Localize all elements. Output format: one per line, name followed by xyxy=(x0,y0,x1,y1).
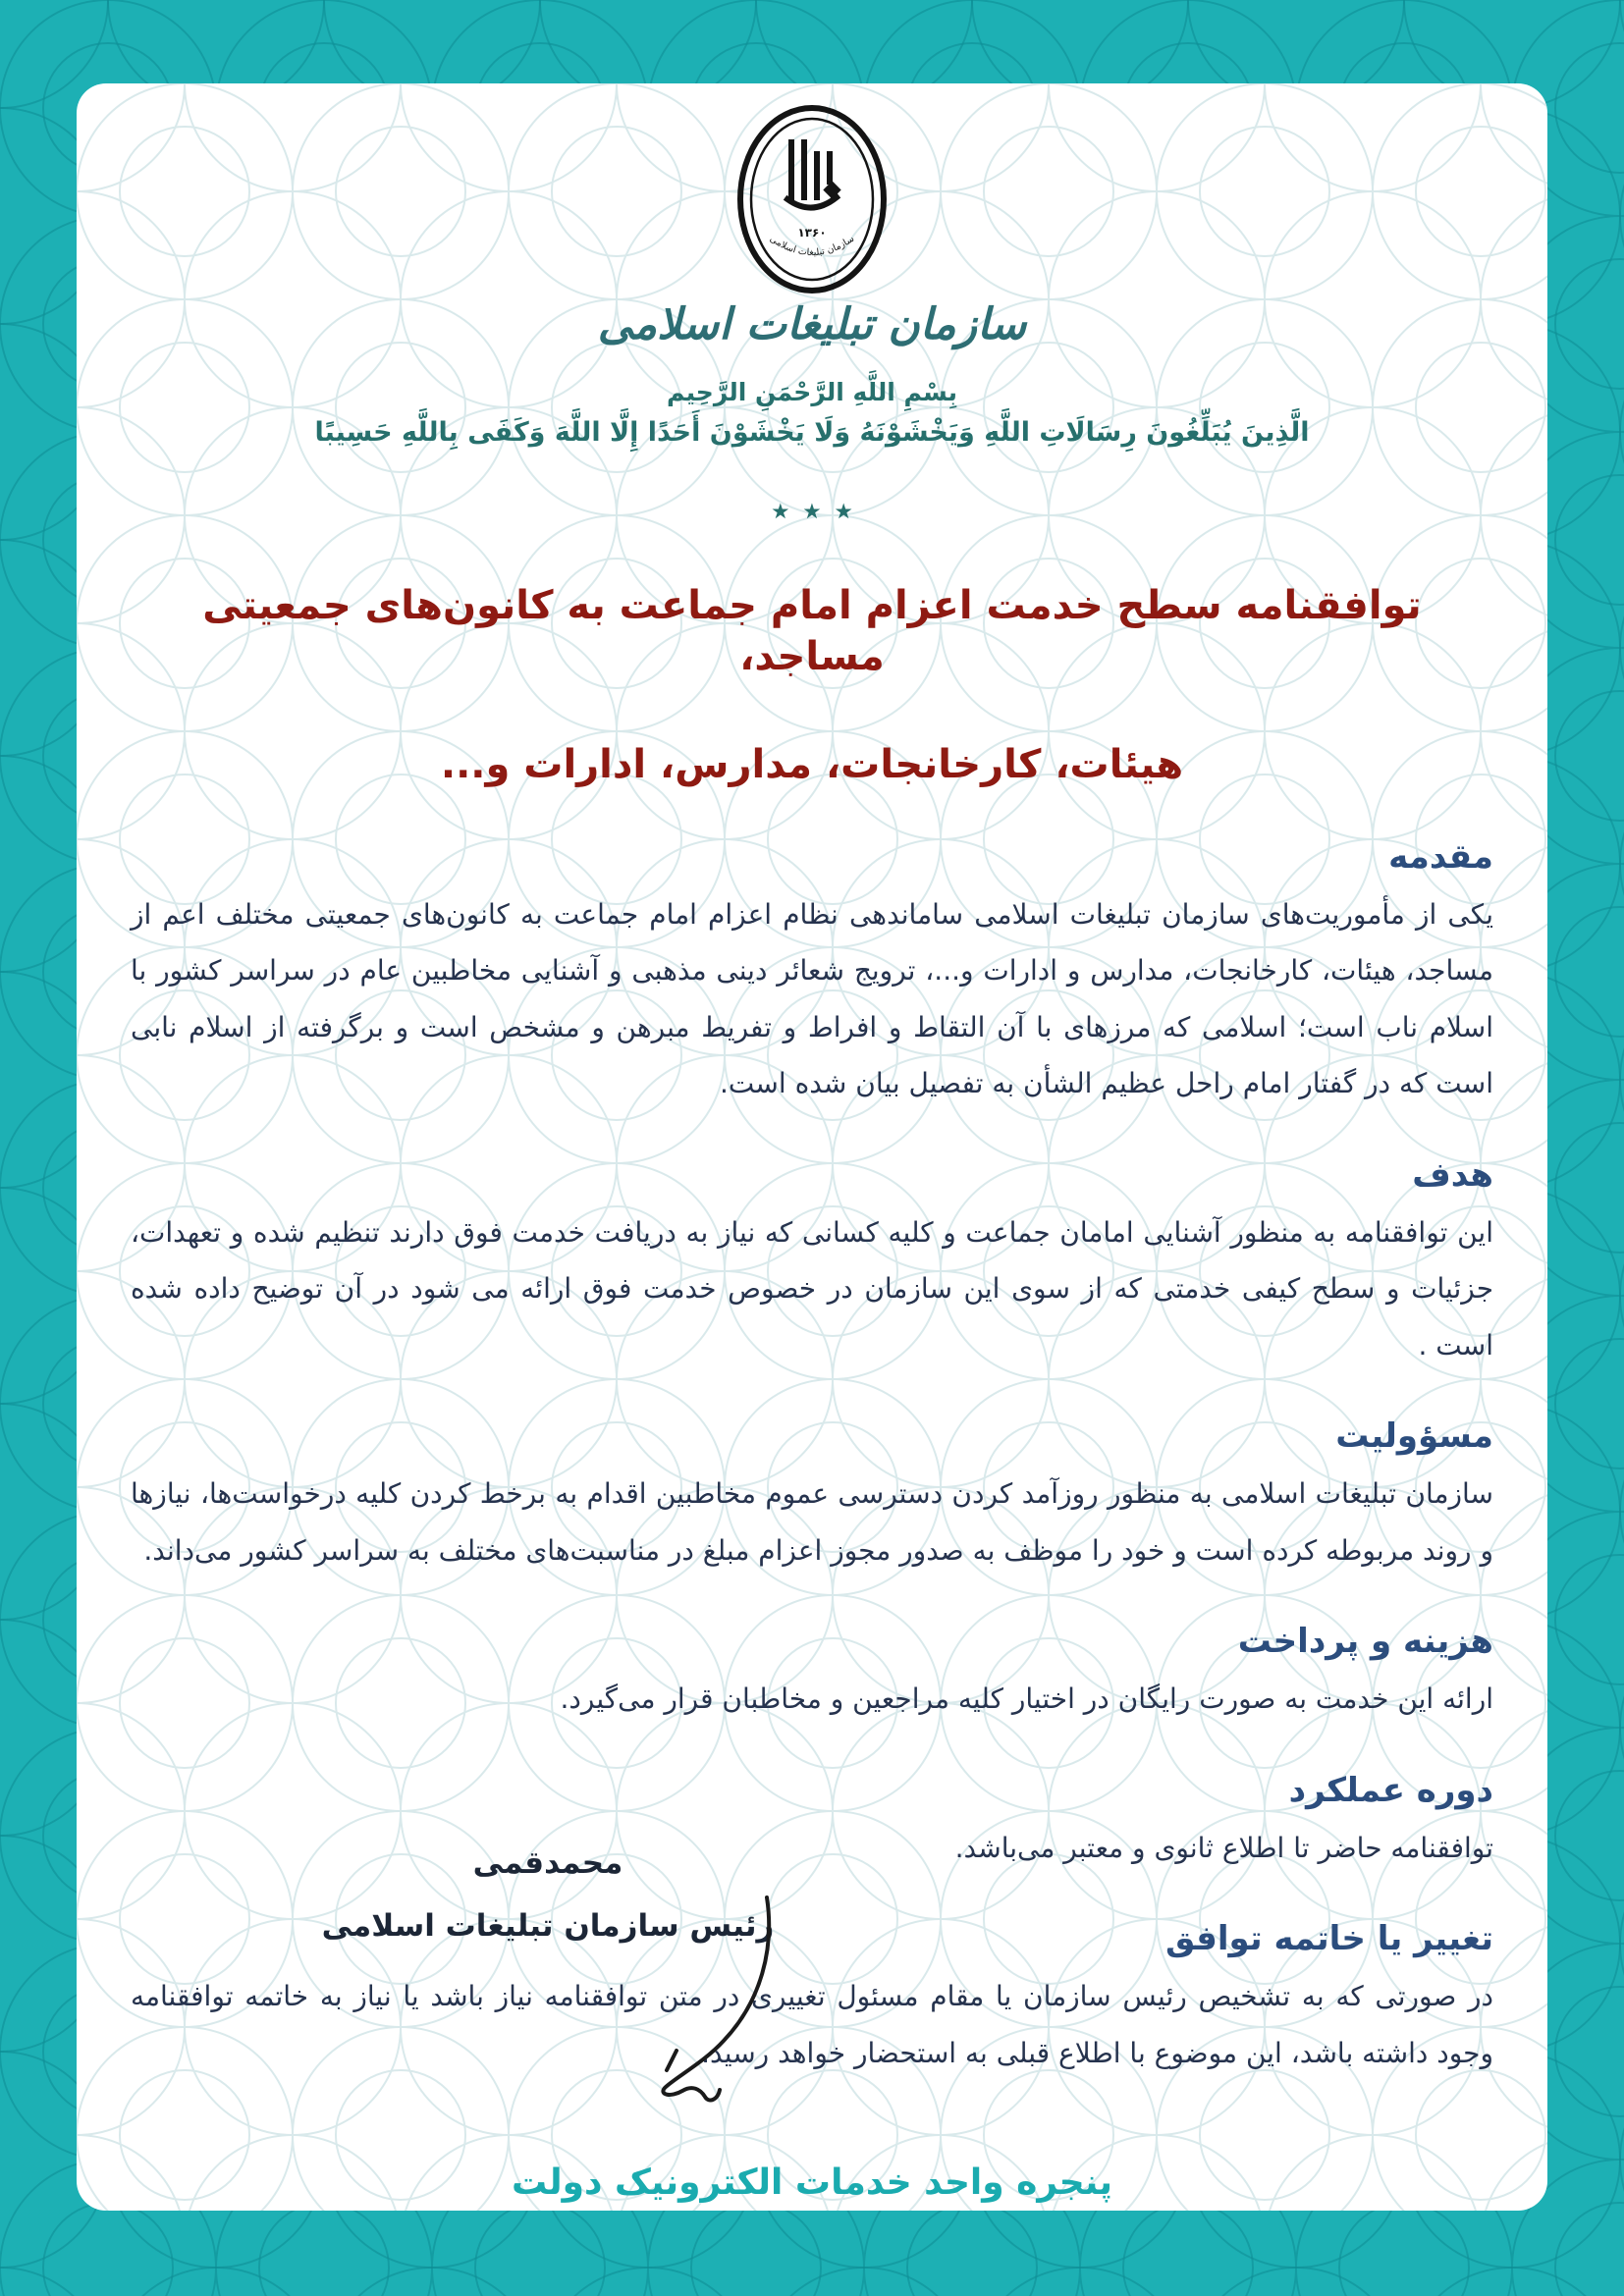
section-heading: دوره عملکرد xyxy=(1288,1770,1493,1810)
document-title-line1: توافقنامه سطح خدمت اعزام امام جماعت به کانون‌های جمعیتی مساجد، xyxy=(202,582,1422,679)
section-heading: مسؤولیت xyxy=(1335,1416,1493,1456)
quran-verse: الَّذِينَ يُبَلِّغُونَ رِسَالَاتِ اللَّهِ وَيَخْشَوْنَهُ وَلَا يَخْشَوْنَ أَحَدًا إِلَّا اللَّهَ وَكَفَى بِاللَّهِ حَسِيبًا xyxy=(314,416,1310,448)
org-logo xyxy=(77,103,1547,295)
section-body: ارائه این خدمت به صورت رایگان در اختیار کلیه مراجعین و مخاطبان قرار می‌گیرد. xyxy=(560,1682,1493,1716)
section-goal xyxy=(131,1153,1493,1373)
footer-egov-label: پنجره واحد خدمات الکترونیک دولت xyxy=(512,2163,1112,2203)
section-body: در صورتی که به تشخیص رئیس سازمان یا مقام مسئول تغییری در متن توافقنامه نیاز باشد یا نیاز به خاتمه توافقنامه وجود داشته باشد، این موضوع با اطلاع قبلی به استحضار خواهد رسید. xyxy=(131,1980,1493,2069)
letter-content xyxy=(77,83,1547,2081)
org-name-calligraphy: سازمان تبلیغات اسلامی xyxy=(597,299,1027,349)
section-cost-payment xyxy=(131,1620,1493,1728)
signatory-name: محمدقمی xyxy=(472,1845,623,1881)
section-heading: هزینه و پرداخت xyxy=(1237,1621,1493,1661)
section-heading: هدف xyxy=(1412,1154,1493,1195)
document-title-line2: هیئات، کارخانجات، مدارس، ادارات و... xyxy=(440,741,1184,787)
section-body: توافقنامه حاضر تا اطلاع ثانوی و معتبر می‌باشد. xyxy=(954,1831,1493,1864)
org-emblem-icon xyxy=(734,103,890,295)
section-body: این توافقنامه به منظور آشنایی امامان جماعت و کلیه کسانی که نیاز به دریافت خدمت فوق دارند تنظیم شده و تعهدات، جزئیات و سطح کیفی خدمتی که از سوی این سازمان در خصوص خدمت فوق ارائه می شود در آن توضیح داده شده است . xyxy=(131,1215,1493,1362)
letter-card xyxy=(77,83,1547,2211)
section-heading: مقدمه xyxy=(1388,836,1493,877)
section-body: یکی از مأموریت‌های سازمان تبلیغات اسلامی ساماندهی نظام اعزام امام جماعت به کانون‌های جمعیتی مختلف اعم از مساجد، هیئات، کارخانجات، مدارس و ادارات و...، ترویج شعائر دینی مذهبی و آشنایی مخاطبین عام در سراسر کشور با اسلام ناب است؛ اسلامی که مرزهای با آن التقاط و افراط و تفریط مبرهن و مشخص است و برگرفته از اسلام نابی است که در گفتار امام راحل عظیم الشأن به تفصیل بیان شده است. xyxy=(131,898,1493,1100)
section-heading: تغییر یا خاتمه توافق xyxy=(1164,1919,1493,1959)
section-responsibility xyxy=(131,1415,1493,1578)
signatory-title: رئیس سازمان تبلیغات اسلامی xyxy=(321,1908,775,1944)
handwritten-signature xyxy=(612,1892,798,2117)
section-introduction xyxy=(131,835,1493,1112)
bismillah-text: بِسْمِ اللَّهِ الرَّحْمَنِ الرَّحِيم xyxy=(667,377,957,406)
section-body: سازمان تبلیغات اسلامی به منظور روزآمد کردن دسترسی عموم مخاطبین اقدام به برخط کردن کلیه درخواست‌ها، نیازها و روند مربوطه کرده است و خود را موظف به صدور مجوز اعزام مبلغ در مناسبت‌های مختلف به سراسر کشور می‌داند. xyxy=(131,1477,1493,1567)
logo-year: ۱۳۶۰ xyxy=(797,226,827,240)
ornament-stars: ٭ ٭ ٭ xyxy=(771,491,853,532)
logo-org-small-text: سازمان تبلیغات اسلامی xyxy=(767,233,857,259)
